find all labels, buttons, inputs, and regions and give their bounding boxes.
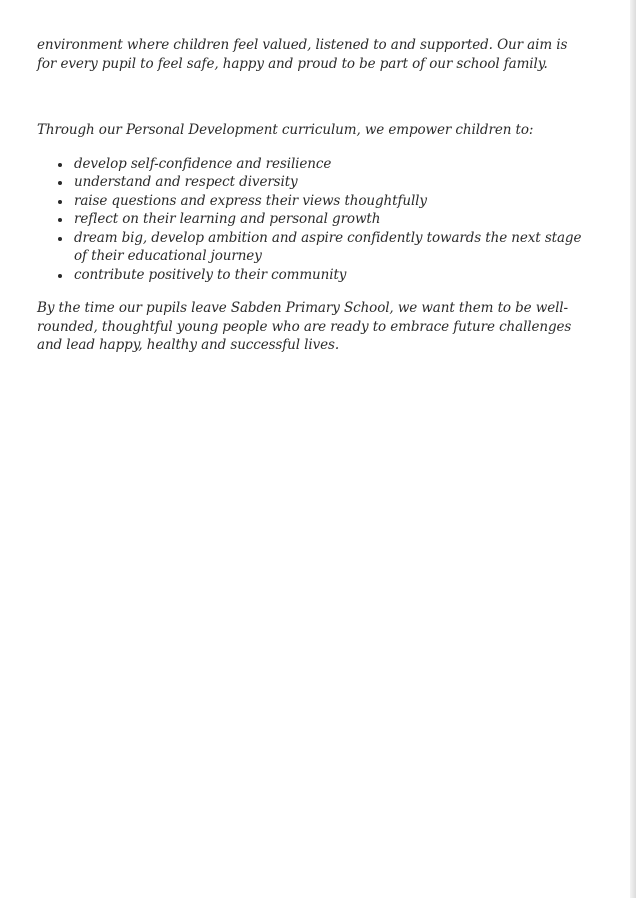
- page-edge-shadow: [630, 0, 636, 898]
- list-item-text: develop self-confidence and resilience: [74, 155, 332, 172]
- list-item-text: contribute positively to their community: [74, 266, 347, 283]
- list-item: [74, 155, 589, 174]
- list-item: [74, 229, 589, 266]
- list-item-text: understand and respect diversity: [74, 174, 298, 190]
- bullet-icon: [58, 200, 62, 204]
- bullet-icon: [58, 163, 62, 167]
- intro-paragraph: environment where children feel valued, listened to and supported. Our aim is for every pupil to feel safe, happy and proud to be part of our school family.: [37, 37, 568, 72]
- lead-paragraph: Through our Personal Development curriculum, we empower children to:: [37, 122, 534, 138]
- document-content: [37, 36, 589, 355]
- list-item-text: dream big, develop ambition and aspire confidently towards the next stage of their educational journey: [74, 229, 582, 264]
- closing-paragraph: By the time our pupils leave Sabden Primary School, we want them to be well-rounded, thoughtful young people who are ready to embrace future challenges and lead happy, healthy and successful lives.: [37, 300, 572, 353]
- list-item-text: raise questions and express their views thoughtfully: [74, 192, 427, 209]
- list-item: [74, 173, 589, 192]
- bullet-icon: [58, 237, 62, 241]
- bullet-icon: [58, 218, 62, 222]
- list-item: [74, 210, 589, 229]
- list-item: [74, 192, 589, 211]
- bullet-list: [37, 155, 589, 285]
- bullet-icon: [58, 181, 62, 185]
- list-item: [74, 266, 589, 285]
- list-item-text: reflect on their learning and personal growth: [74, 211, 381, 227]
- bullet-icon: [58, 274, 62, 278]
